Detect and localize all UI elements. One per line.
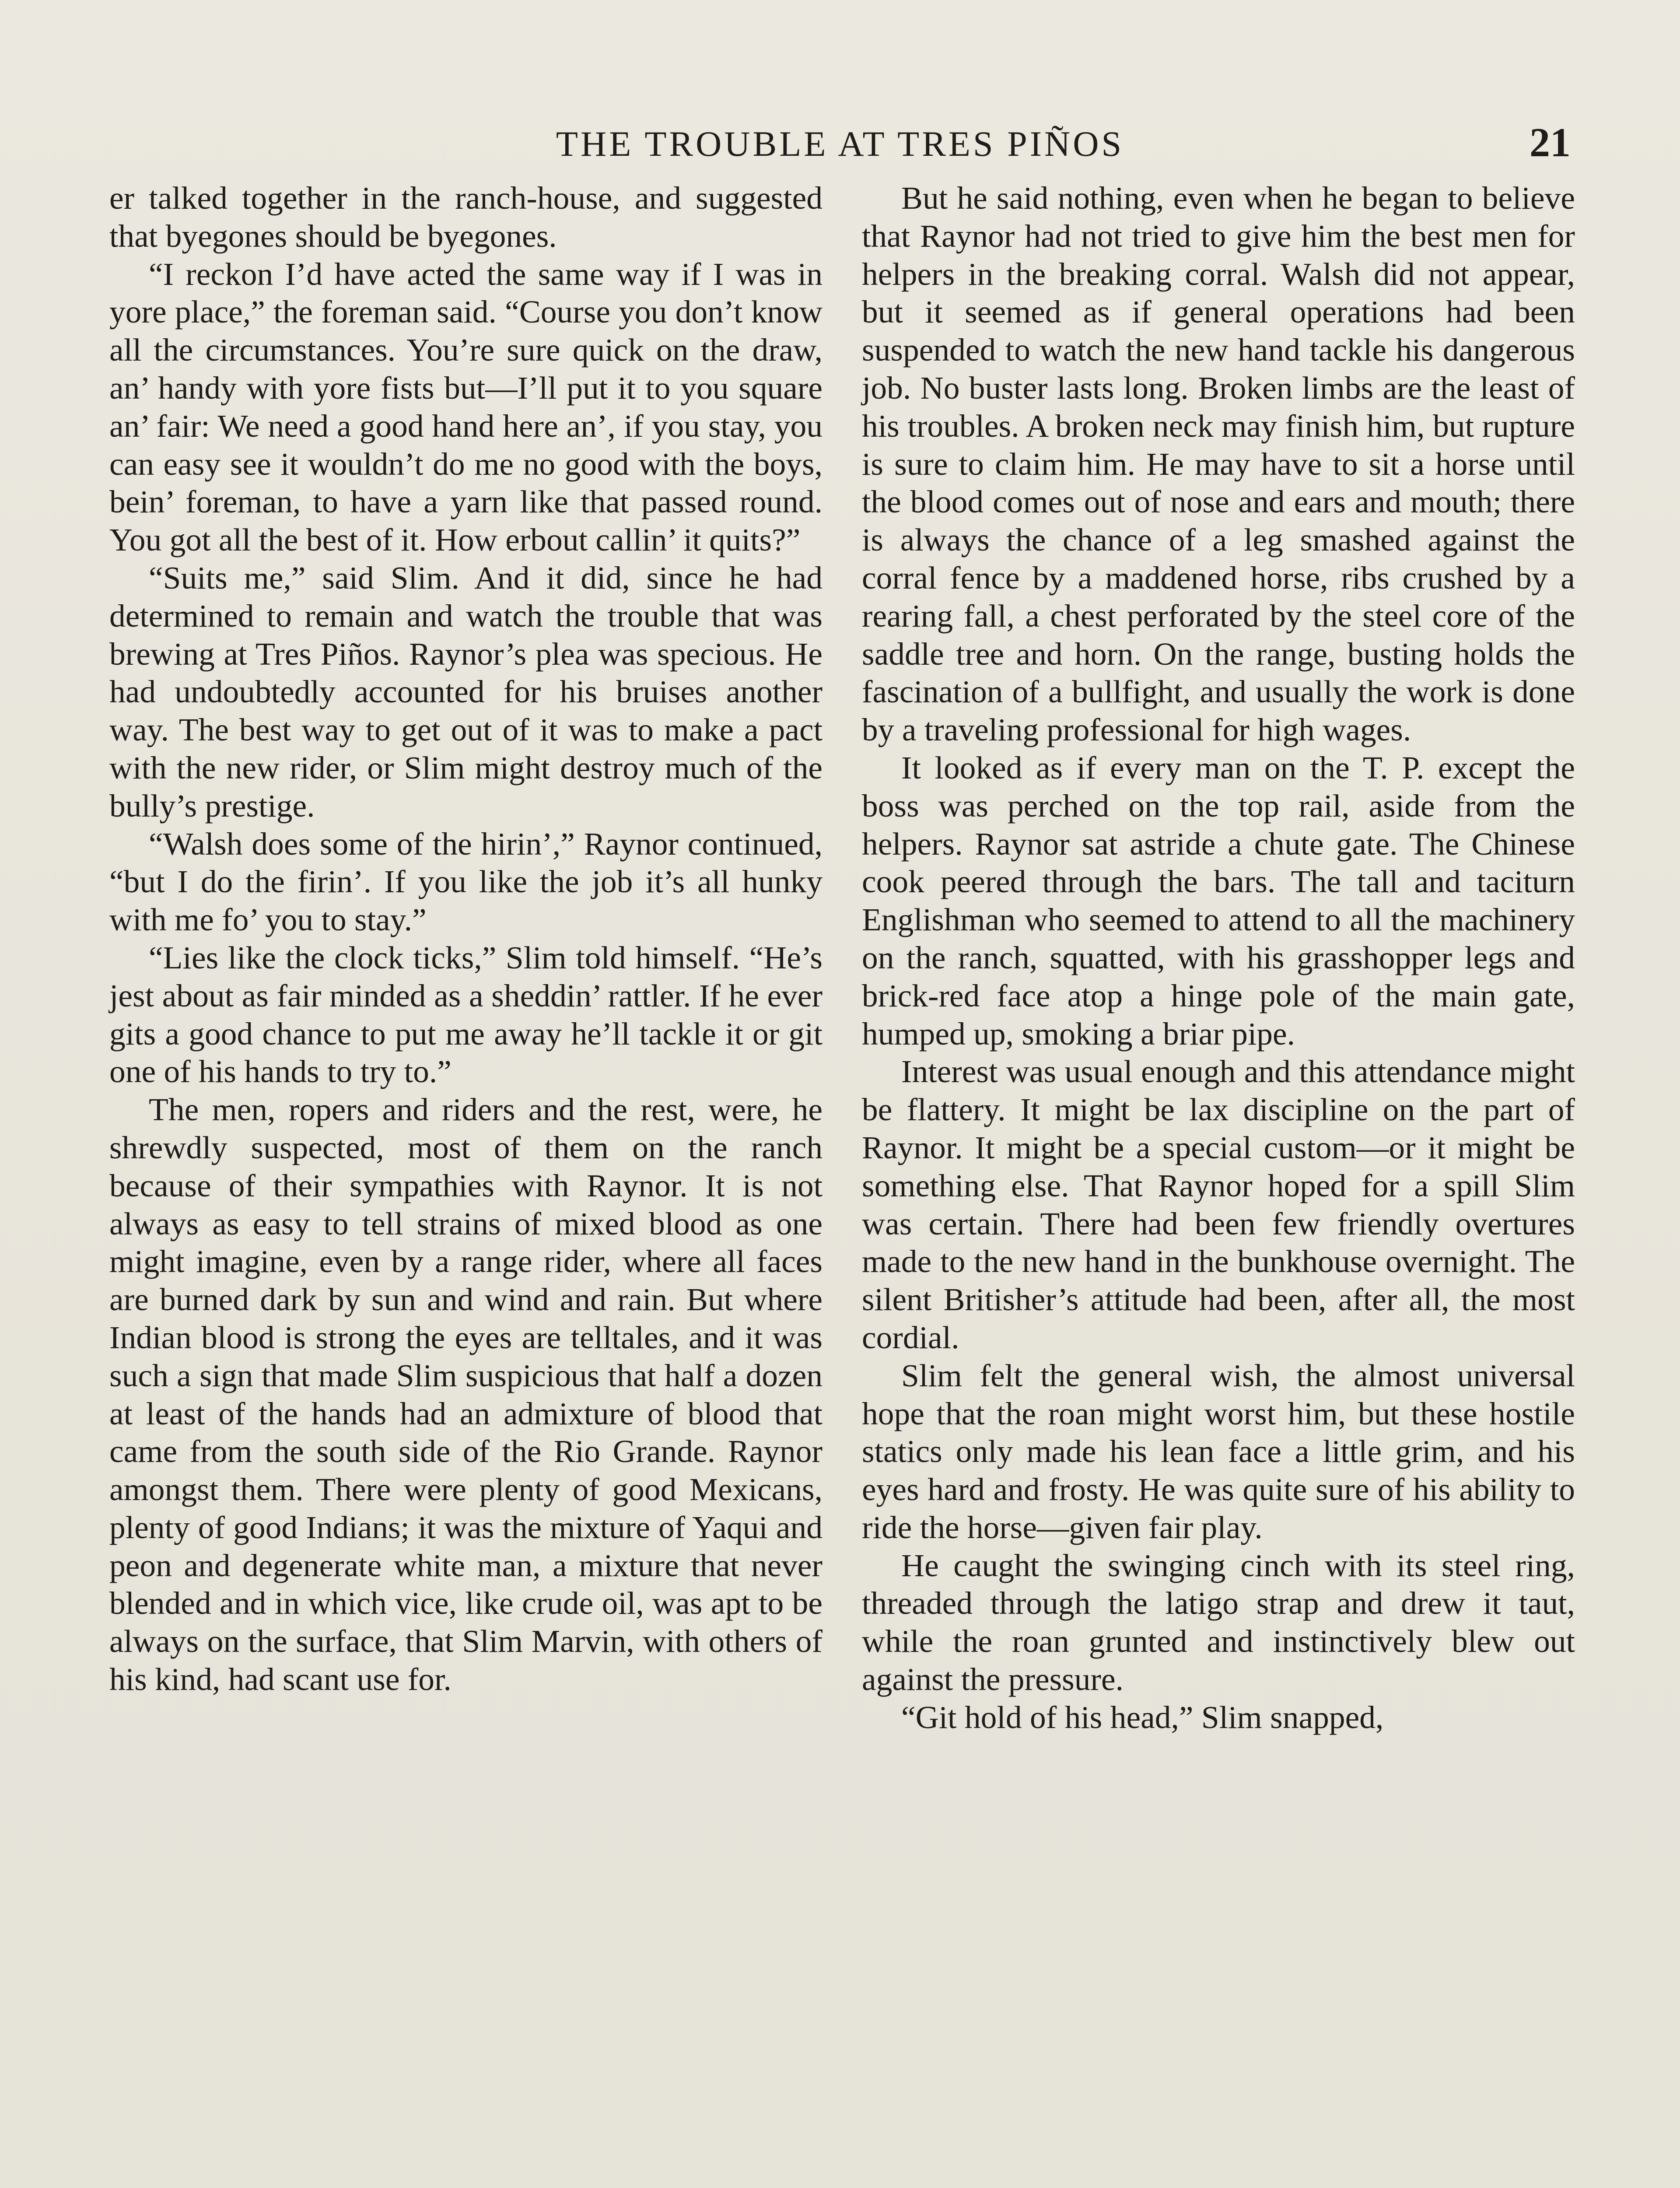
paragraph: “Lies like the clock ticks,” Slim told himself. “He’s jest about as fair minded as a sheddin’ rattler. If he ever gits a good chance to put me away he’ll tackle it or git one of his hands to try to.” (109, 940, 822, 1090)
paragraph: It looked as if every man on the T. P. except the boss was perched on the top rail, aside from the helpers. Raynor sat astride a chute gate. The Chinese cook peered through the bars. The tall and taciturn Englishman who seemed to attend to all the machinery on the ranch, squatted, with his grasshopper legs and brick-red face atop a hinge pole of the main gate, humped up, smoking a briar pipe. (862, 750, 1575, 1052)
paragraph: Slim felt the general wish, the almost universal hope that the roan might worst him, but these hostile statics only made his lean face a little grim, and his eyes hard and frosty. He was quite sure of his ability to ride the horse—given fair play. (862, 1357, 1575, 1545)
paragraph: “Suits me,” said Slim. And it did, since he had determined to remain and watch the trouble that was brewing at Tres Piños. Raynor’s plea was specious. He had undoubtedly accounted for his bruises another way. The best way to get out of it was to make a pact with the new rider, or Slim might destroy much of the bully’s prestige. (109, 560, 822, 824)
paragraph: The men, ropers and riders and the rest, were, he shrewdly suspected, most of them on the ranch because of their sympathies with Raynor. It is not always as easy to tell strains of mixed blood as one might imagine, even by a range rider, where all faces are burned dark by sun and wind and rain. But where Indian blood is strong the eyes are telltales, and it was such a sign that made Slim suspicious that half a dozen at least of the hands had an admixture of blood that came from the south side of the Rio Grande. Raynor amongst them. There were plenty of good Mexicans, plenty of good Indians; it was the mixture of Yaqui and peon and degenerate white man, a mixture that never blended and in which vice, like crude oil, was apt to be always on the surface, that Slim Marvin, with others of his kind, had scant use for. (109, 1092, 822, 1697)
paragraph: “Walsh does some of the hirin’,” Raynor continued, “but I do the firin’. If you like the job it’s all hunky with me fo’ you to stay.” (109, 826, 822, 938)
paragraph: He caught the swinging cinch with its steel ring, threaded through the latigo strap and drew it taut, while the roan grunted and instinctively blew out against the pressure. (862, 1547, 1575, 1697)
paragraph: “Git hold of his head,” Slim snapped, (901, 1699, 1384, 1735)
running-title: THE TROUBLE AT TRES PIÑOS (556, 124, 1124, 164)
paragraph: But he said nothing, even when he began to believe that Raynor had not tried to give him the best men for helpers in the breaking corral. Walsh did not appear, but it seemed as if general operations had been suspended to watch the new hand tackle his dangerous job. No buster lasts long. Broken limbs are the least of his troubles. A broken neck may finish him, but rupture is sure to claim him. He may have to sit a horse until the blood comes out of nose and ears and mouth; there is always the chance of a leg smashed against the corral fence by a maddened horse, ribs crushed by a rearing fall, a chest perforated by the steel core of the saddle tree and horn. On the range, busting holds the fascination of a bullfight, and usually the work is done by a traveling professional for high wages. (862, 180, 1575, 748)
paragraph: “I reckon I’d have acted the same way if I was in yore place,” the foreman said. “Course you don’t know all the circumstances. You’re sure quick on the draw, an’ handy with yore fists but—I’ll put it to you square an’ fair: We need a good hand here an’, if you stay, you can easy see it wouldn’t do me no good with the boys, bein’ foreman, to have a yarn like that passed round. You got all the best of it. How erbout callin’ it quits?” (109, 256, 822, 558)
paragraph: Interest was usual enough and this attendance might be flattery. It might be lax discipline on the part of Raynor. It might be a special custom—or it might be something else. That Raynor hoped for a spill Slim was certain. There had been few friendly overtures made to the new hand in the bunkhouse overnight. The silent Britisher’s attitude had been, after all, the most cordial. (862, 1054, 1575, 1355)
right-text-column (862, 179, 1575, 1737)
page-number: 21 (1530, 120, 1571, 165)
left-text-column (109, 179, 822, 1699)
running-header (109, 119, 1571, 172)
paragraph: er talked together in the ranch-house, and suggested that byegones should be byegones. (109, 180, 822, 254)
